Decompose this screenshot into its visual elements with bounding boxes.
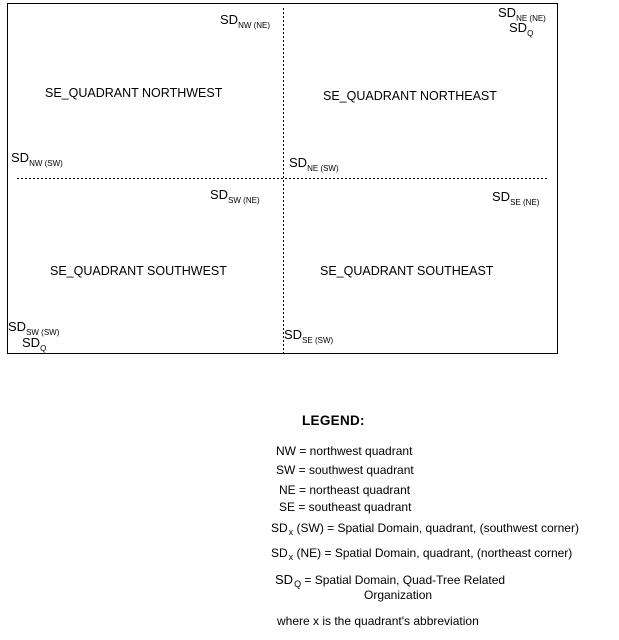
sd-ne-sw-label: $SD_{NE (SW)}$	[289, 155, 339, 173]
legend-ne: NE = northeast quadrant	[279, 483, 411, 497]
sd-se-ne-label: $SD_{SE (NE)}$	[492, 189, 540, 207]
sd-q-top-label: $SD_Q$	[509, 20, 534, 38]
legend-sdq-text: = Spatial Domain, Quad-Tree Related	[301, 573, 506, 587]
legend-sdq-sub: Q	[294, 579, 302, 589]
legend-title: LEGEND:	[302, 413, 365, 428]
legend-where-note: where x is the quadrant's abbreviation	[277, 614, 479, 628]
legend-sdx-ne	[271, 546, 572, 560]
legend-sdq-line2: Organization	[364, 588, 433, 602]
quadrant-northeast-label: SE_QUADRANT NORTHEAST	[323, 89, 497, 103]
sd-sw-sw-label: $SD_{SW (SW)}$	[8, 319, 60, 337]
sd-q-bottom-label: $SD_Q$	[22, 335, 47, 353]
legend-sdx-sw	[271, 521, 579, 535]
legend-sdq	[275, 572, 505, 587]
legend-sw: SW = southwest quadrant	[276, 463, 414, 477]
legend-sdq-base: SD	[275, 572, 294, 587]
legend-sdx-ne-base: SD	[271, 546, 288, 560]
legend-sdx-sw-sub: x	[288, 527, 294, 537]
quadrant-southwest-label: SE_QUADRANT SOUTHWEST	[50, 264, 227, 278]
legend-sdx-sw-text: (SW) = Spatial Domain, quadrant, (southwest corner)	[293, 521, 579, 535]
sd-nw-ne-label: $SD_{NW (NE)}$	[220, 12, 271, 30]
sd-sw-ne-label: $SD_{SW (NE)}$	[210, 187, 260, 205]
legend-sdx-ne-text: (NE) = Spatial Domain, quadrant, (northeast corner)	[293, 546, 573, 560]
sd-ne-ne-label: $SD_{NE (NE)}$	[498, 5, 546, 23]
quadrant-northwest-label: SE_QUADRANT NORTHWEST	[45, 86, 223, 100]
legend-sdx-ne-sub: x	[288, 552, 294, 562]
quadrant-southeast-label: SE_QUADRANT SOUTHEAST	[320, 264, 494, 278]
sd-se-sw-label: $SD_{SE (SW)}$	[284, 327, 334, 345]
legend-sdx-sw-base: SD	[271, 521, 288, 535]
legend-nw: NW = northwest quadrant	[276, 444, 413, 458]
legend-se: SE = southeast quadrant	[279, 500, 412, 514]
sd-nw-sw-label: $SD_{NW (SW)}$	[11, 150, 63, 168]
